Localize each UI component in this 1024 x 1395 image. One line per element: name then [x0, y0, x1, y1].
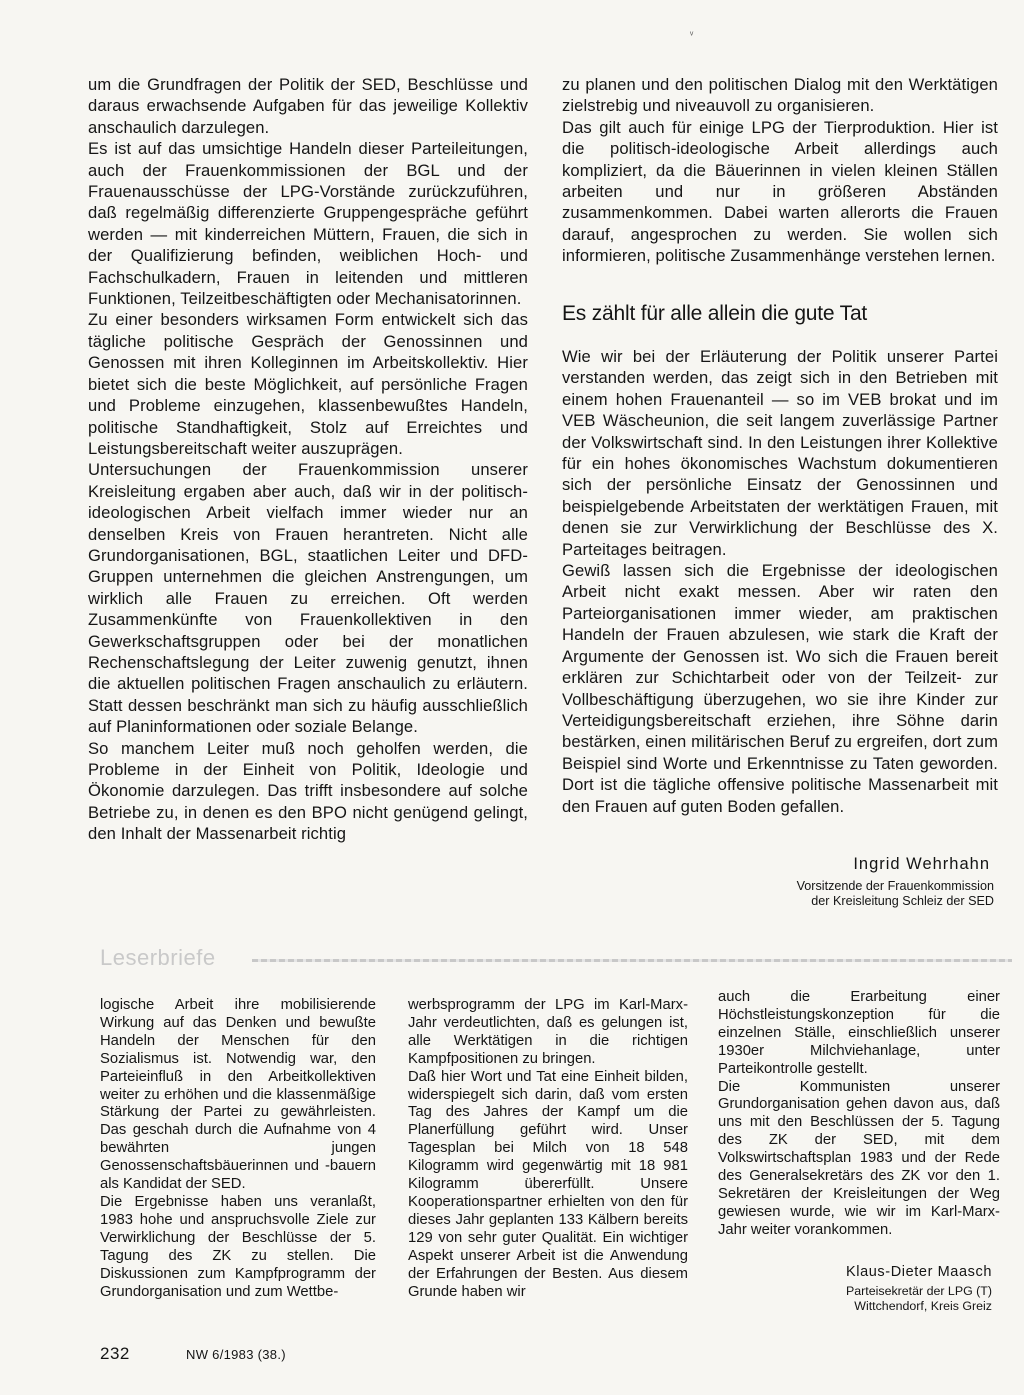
paragraph: Es ist auf das umsichtige Handeln dieser Parteileitungen, auch der Frauenkommissionen der BGL und der Frauenausschüsse der LPG-Vorstände zurückzuführen, daß regelmäßig differenzierte Gruppengespräche geführt werden — mit kinderreichen Müttern, Frauen, die sich in der Qualifizierung befinden, weiblichen Hoch- und Fachschulkadern, Frauen in leitenden und mittleren Funktionen, Teilzeitbeschäftigten oder Mechanisatorinnen. — [88, 139, 528, 309]
letters-column-2 — [408, 997, 688, 1301]
paragraph: auch die Erarbeitung einer Höchstleistungskonzeption für die einzelnen Ställe, einschließlich unserer 1930er Milchviehanlage, unter Parteikontrolle gestellt. — [718, 989, 1000, 1077]
paragraph: Das gilt auch für einige LPG der Tierproduktion. Hier ist die politisch-ideologische Arbeit allerdings auch kompliziert, da die Bäuerinnen in vielen kleinen Ställen arbeiten und nur in größeren Abständen zusammenkommen. Dabei warten allerorts die Frauen darauf, angesprochen zu werden. Sie wollen sich informieren, politische Zusammenhänge verstehen lernen. — [562, 117, 998, 266]
paragraph: Die Kommunisten unserer Grundorganisation gehen davon aus, daß uns mit den Beschlüssen der 5. Tagung des ZK der SED, mit dem Volkswirtschaftsplan 1983 und der Rede des Generalsekretärs des ZK vor den 1. Sekretären der Kreisleitungen der Weg gewiesen wurde, wie wir im Karl-Marx-Jahr weiter vorankommen. — [718, 1078, 1000, 1238]
article-column-right-section — [562, 346, 998, 817]
paragraph: Die Ergebnisse haben uns veranlaßt, 1983 hohe und anspruchsvolle Ziele zur Verwirklichung der Beschlüsse der 5. Tagung des ZK zu stellen. Die Diskussionen zum Kampfprogramm der Grundorganisation und zum Wettbe- — [100, 1193, 376, 1300]
article-column-top-right — [562, 74, 998, 267]
author-role-line: Vorsitzende der Frauenkommission — [796, 879, 994, 893]
author-name: Ingrid Wehrhahn — [853, 855, 990, 873]
paragraph: Untersuchungen der Frauenkommission unserer Kreisleitung ergaben aber auch, daß wir in der politisch-ideologischen Arbeit vielfach immer wieder nur an denselben Kreis von Frauen herantreten. Nicht alle Grundorganisationen, BGL, staatlichen Leiter und DFD-Gruppen unternehmen die gleichen Anstrengungen, um wirklich alle Frauen zu erreichen. Oft werden Zusammenkünfte von Frauenkollektiven in den Gewerkschaftsgruppen oder bei der monatlichen Rechenschaftslegung der Leiter zuwenig genutzt, ihnen die aktuellen politischen Fragen anschaulich zu erläutern. Statt dessen beschränkt man sich zu häufig ausschließlich auf Planinformationen oder soziale Belange. — [88, 460, 528, 737]
section-divider — [252, 959, 1012, 962]
paragraph: Gewiß lassen sich die Ergebnisse der ideologischen Arbeit nicht exakt messen. Aber wir raten den Parteiorganisationen immer wieder, am praktischen Handeln der Frauen abzulesen, wie stark die Kraft der Argumente der Genossen ist. Wo sich die Frauen bereit erklären zur Schichtarbeit oder von der Teilzeit- zur Vollbeschäftigung überzugehen, wo sie ihre Kinder zur Verteidigungsbereitschaft erziehen, ihre Söhne darin bestärken, einen militärischen Beruf zu ergreifen, dort zum Beispiel sind Worte und Erkenntnisse zu Taten geworden. Dort ist die tägliche offensive politische Massenarbeit mit den Frauen auf guten Boden gefallen. — [562, 561, 998, 816]
paragraph: Wie wir bei der Erläuterung der Politik unserer Partei verstanden werden, das zeigt sich in den Betrieben mit einem hohen Frauenanteil — so im VEB brokat und im VEB Wäscheunion, die seit langem zuverlässige Partner der Volkswirtschaft sind. In den Leistungen ihrer Kollektive für ein hohes ökonomisches Wachstum dokumentieren sich der persönliche Einsatz der Genossinnen und beispielgebende Arbeitstaten der werktätigen Frauen, mit denen sie zur Verwirklichung der Beschlüsse des X. Parteitages beitragen. — [562, 347, 998, 559]
letter-author-name: Klaus-Dieter Maasch — [846, 1264, 992, 1280]
letters-section-label: Leserbriefe — [100, 945, 216, 970]
letter-author-role-line: Wittchendorf, Kreis Greiz — [854, 1299, 992, 1313]
scan-speck: ᵛ — [690, 30, 694, 41]
letter-author-role-line: Parteisekretär der LPG (T) — [846, 1284, 992, 1298]
journal-issue: NW 6/1983 (38.) — [186, 1347, 286, 1362]
paragraph: Zu einer besonders wirksamen Form entwickelt sich das tägliche politische Gespräch der Genossinnen und Genossen mit ihren Kolleginnen im Arbeitskollektiv. Hier bietet sich die beste Möglichkeit, auf persönliche Fragen und Probleme einzugehen, klassenbewußtes Handeln, politische Standhaftigkeit, Stolz auf Erreichtes und Leistungsbereitschaft weiter auszuprägen. — [88, 310, 528, 458]
paragraph: So manchem Leiter muß noch geholfen werden, die Probleme in der Einheit von Politik, Ideologie und Ökonomie darzulegen. Das trifft insbesondere auf solche Betriebe zu, in denen es den BPO nicht genügend gelingt, den Inhalt der Massenarbeit richtig — [88, 738, 528, 844]
letter-author-role — [712, 1284, 992, 1314]
section-heading: Es zählt für alle allein die gute Tat — [562, 302, 868, 325]
paragraph: werbsprogramm der LPG im Karl-Marx-Jahr verdeutlichten, daß es gelungen ist, alle Werktätigen in die richtigen Kampfpositionen zu bringen. — [408, 997, 688, 1067]
article-column-top-left — [88, 74, 528, 845]
paragraph: Daß hier Wort und Tat eine Einheit bilden, widerspiegelt sich darin, daß vom ersten Tag des Jahres der Kampf um die Planerfüllung geführt wird. Unser Tagesplan bei Milch von 18 548 Kilogramm wird gegenwärtig mit 18 981 Kilogramm übererfüllt. Unsere Kooperationspartner erhielten von den für dieses Jahr geplanten 133 Kälbern bereits 129 von sehr guter Qualität. Ein wichtiger Aspekt unserer Arbeit ist die Anwendung der Erfahrungen der Besten. Aus diesem Grunde haben wir — [408, 1068, 688, 1300]
paragraph: logische Arbeit ihre mobilisierende Wirkung auf das Denken und bewußte Handeln der Menschen für den Sozialismus ist. Notwendig war, den Parteieinfluß in den Arbeitkollektiven weiter zu erhöhen und die klassenmäßige Stärkung der Partei zu gewährleisten. Das geschah durch die Aufnahme von 4 bewährten jungen Genossenschaftsbäuerinnen und -bauern als Kandidat der SED. — [100, 997, 376, 1193]
paragraph: um die Grundfragen der Politik der SED, Beschlüsse und daraus erwachsende Aufgaben für das jeweilige Kollektiv anschaulich darzulegen. — [88, 75, 528, 137]
page-number: 232 — [100, 1344, 130, 1363]
letters-column-1 — [100, 997, 376, 1301]
author-role — [654, 879, 994, 909]
paragraph: zu planen und den politischen Dialog mit den Werktätigen zielstrebig und niveauvoll zu organisieren. — [562, 75, 998, 116]
letters-column-3 — [718, 989, 1000, 1240]
author-role-line: der Kreisleitung Schleiz der SED — [811, 894, 994, 908]
